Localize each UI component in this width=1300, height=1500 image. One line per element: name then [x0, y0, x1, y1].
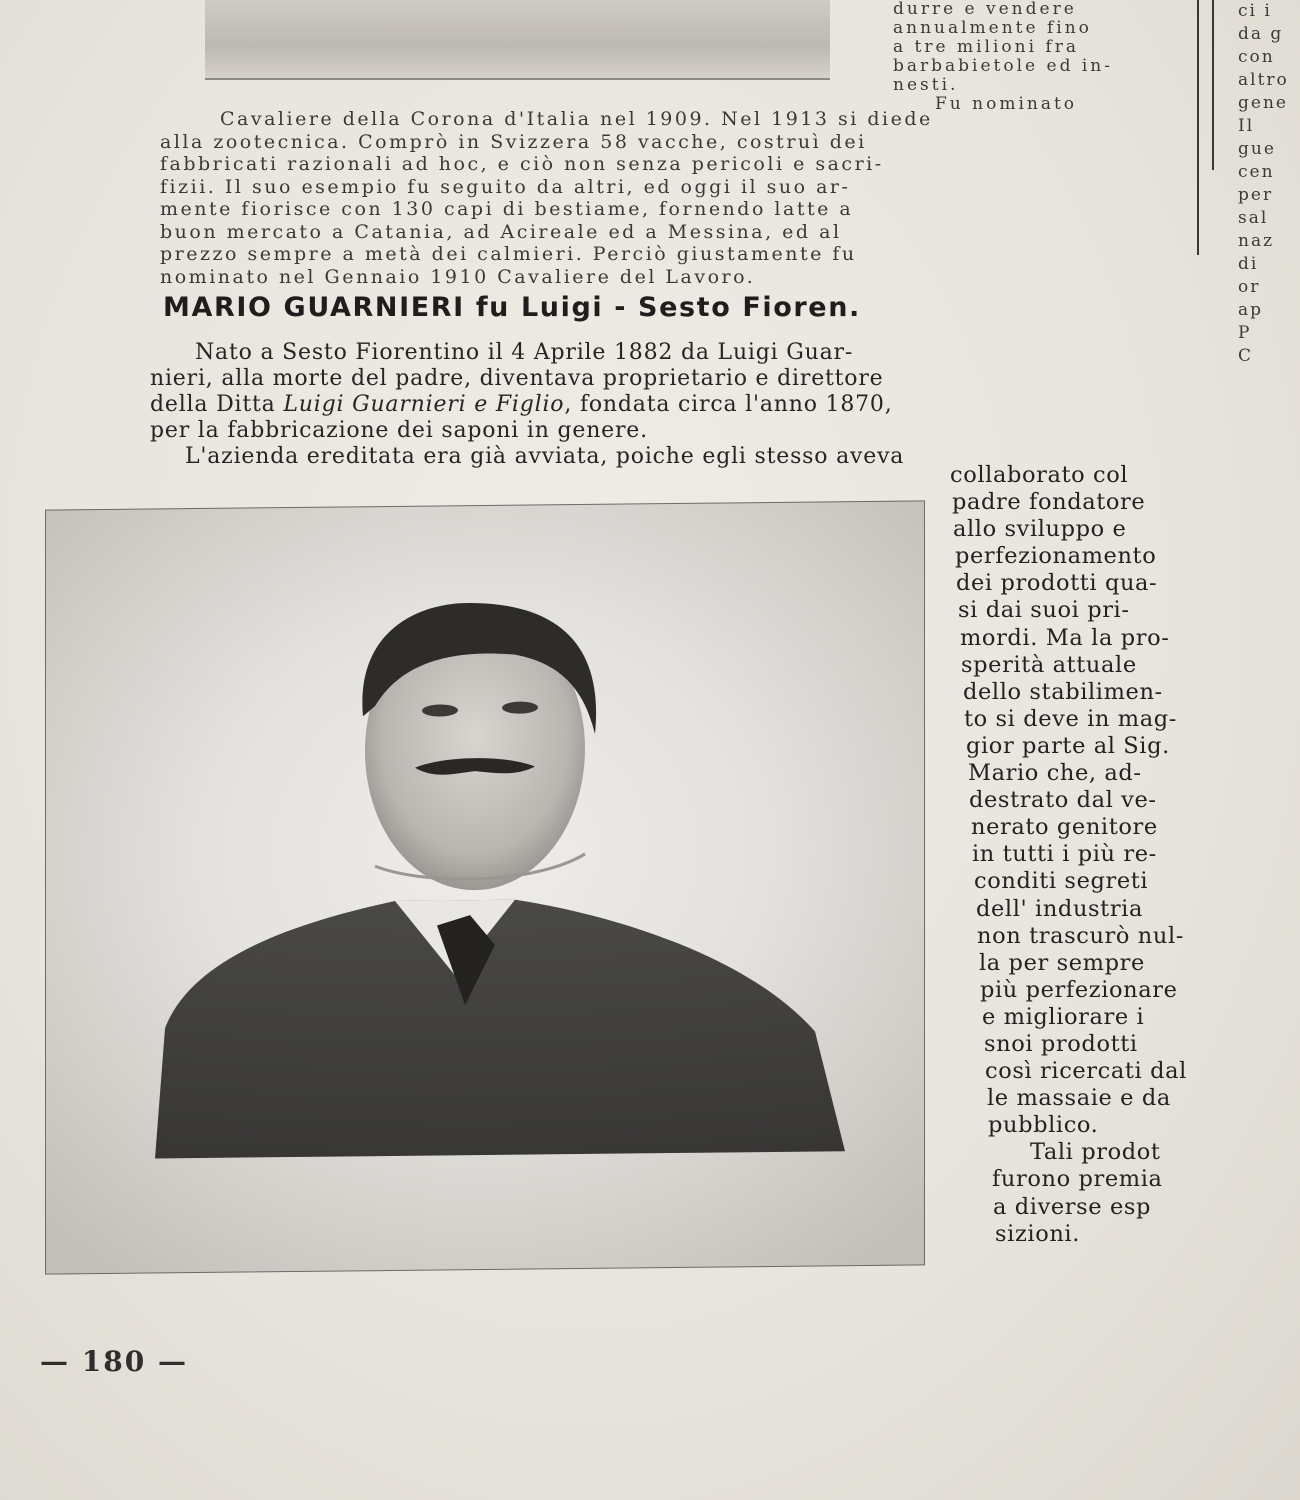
- frag-line: Il: [1238, 116, 1255, 136]
- side-line: più perfezionare: [980, 976, 1178, 1003]
- prev-line: alla zootecnica. Comprò in Svizzera 58 vacche, costruì dei: [160, 130, 867, 153]
- side-line: nerato genitore: [971, 814, 1158, 841]
- side-line: gior parte al Sig.: [966, 732, 1170, 759]
- prev-line: fabbricati razionali ad hoc, e ciò non senza pericoli e sacri-: [160, 153, 884, 175]
- side-line: collaborato col: [950, 462, 1129, 488]
- frag-line: da g: [1238, 24, 1284, 44]
- side-line: sizioni.: [995, 1220, 1080, 1247]
- side-line: perfezionamento: [955, 543, 1157, 570]
- side-line: dei prodotti qua-: [956, 570, 1158, 597]
- side-line: destrato dal ve-: [969, 787, 1157, 814]
- intro-line: L'azienda ereditata era già avviata, poiche egli stesso aveva: [185, 444, 905, 469]
- side-line: to si deve in mag-: [964, 705, 1177, 732]
- frag-line: ci i: [1238, 1, 1272, 21]
- prev-line: buon mercato a Catania, ad Acireale ed a Messina, ed al: [160, 220, 842, 243]
- entry-heading: MARIO GUARNIERI fu Luigi - Sesto Fioren.: [163, 292, 861, 323]
- frag-line: ap: [1238, 300, 1264, 320]
- prevcol-line: barbabietole ed in-: [893, 56, 1113, 76]
- frag-line: or: [1238, 277, 1261, 297]
- prev-line: prezzo sempre a metà dei calmieri. Perciò giustamente fu: [160, 243, 857, 265]
- previous-entry-text: [160, 108, 1210, 288]
- prevcol-line: durre e vendere: [893, 0, 1077, 19]
- frag-line: gene: [1238, 93, 1288, 113]
- side-line: la per sempre: [979, 949, 1145, 976]
- intro-line: della Ditta Luigi Guarnieri e Figlio, fondata circa l'anno 1870,: [150, 392, 893, 417]
- adjacent-page-fragments: [1238, 0, 1300, 368]
- frag-line: cen: [1238, 162, 1275, 182]
- side-line: Tali prodot: [1030, 1139, 1161, 1166]
- previous-photo-bottom-edge: [205, 0, 830, 80]
- company-name: Luigi Guarnieri e Figlio: [283, 392, 565, 417]
- frag-line: gue: [1238, 139, 1276, 159]
- side-line: Mario che, ad-: [968, 760, 1142, 787]
- prevcol-line: Fu nominato: [935, 94, 1078, 114]
- frag-line: sal: [1238, 208, 1269, 228]
- side-line: le massaie e da: [987, 1085, 1171, 1112]
- prev-line: mente fiorisce con 130 capi di bestiame, fornendo latte a: [160, 198, 854, 220]
- side-line: e migliorare i: [982, 1003, 1145, 1030]
- frag-line: di: [1238, 254, 1259, 274]
- entry-side-column: [950, 462, 1300, 1248]
- frag-line: per: [1238, 185, 1274, 205]
- side-line: non trascurò nul-: [977, 922, 1184, 949]
- side-line: mordi. Ma la pro-: [960, 624, 1170, 651]
- intro-line: Nato a Sesto Fiorentino il 4 Aprile 1882 da Luigi Guar-: [195, 340, 854, 365]
- side-line: allo sviluppo e: [953, 516, 1127, 543]
- side-line: conditi segreti: [974, 868, 1149, 895]
- prevcol-line: annualmente fino: [893, 18, 1092, 38]
- portrait-photo: [45, 500, 925, 1274]
- previous-column-text: [893, 0, 1193, 114]
- side-line: così ricercati dal: [985, 1058, 1187, 1085]
- side-line: snoi prodotti: [984, 1030, 1138, 1057]
- frag-line: altro: [1238, 70, 1289, 90]
- page-number: — 180 —: [40, 1345, 188, 1378]
- side-line: dell' industria: [976, 895, 1143, 922]
- frag-line: naz: [1238, 231, 1275, 251]
- portrait-image: [45, 500, 925, 1274]
- side-line: dello stabilimen-: [963, 678, 1163, 705]
- side-line: padre fondatore: [952, 489, 1146, 516]
- column-rule-right: [1212, 0, 1214, 170]
- side-line: furono premia: [992, 1166, 1163, 1193]
- side-line: a diverse esp: [993, 1193, 1152, 1220]
- prev-line: fizii. Il suo esempio fu seguito da altri, ed oggi il suo ar-: [160, 175, 851, 198]
- frag-line: C: [1238, 346, 1254, 366]
- prevcol-line: nesti.: [893, 75, 959, 95]
- side-line: pubblico.: [988, 1112, 1099, 1139]
- prevcol-line: a tre milioni fra: [893, 37, 1079, 57]
- intro-line: nieri, alla morte del padre, diventava proprietario e direttore: [150, 366, 884, 391]
- side-line: sperità attuale: [961, 651, 1137, 678]
- side-line: si dai suoi pri-: [958, 597, 1130, 624]
- prev-line: nominato nel Gennaio 1910 Cavaliere del Lavoro.: [160, 265, 756, 288]
- prev-line: Cavaliere della Corona d'Italia nel 1909. Nel 1913 si diede: [220, 108, 933, 130]
- side-line: in tutti i più re-: [972, 841, 1157, 868]
- intro-line: per la fabbricazione dei saponi in genere.: [150, 418, 648, 443]
- frag-line: P: [1238, 323, 1252, 343]
- frag-line: con: [1238, 47, 1275, 67]
- entry-intro: [150, 340, 1235, 470]
